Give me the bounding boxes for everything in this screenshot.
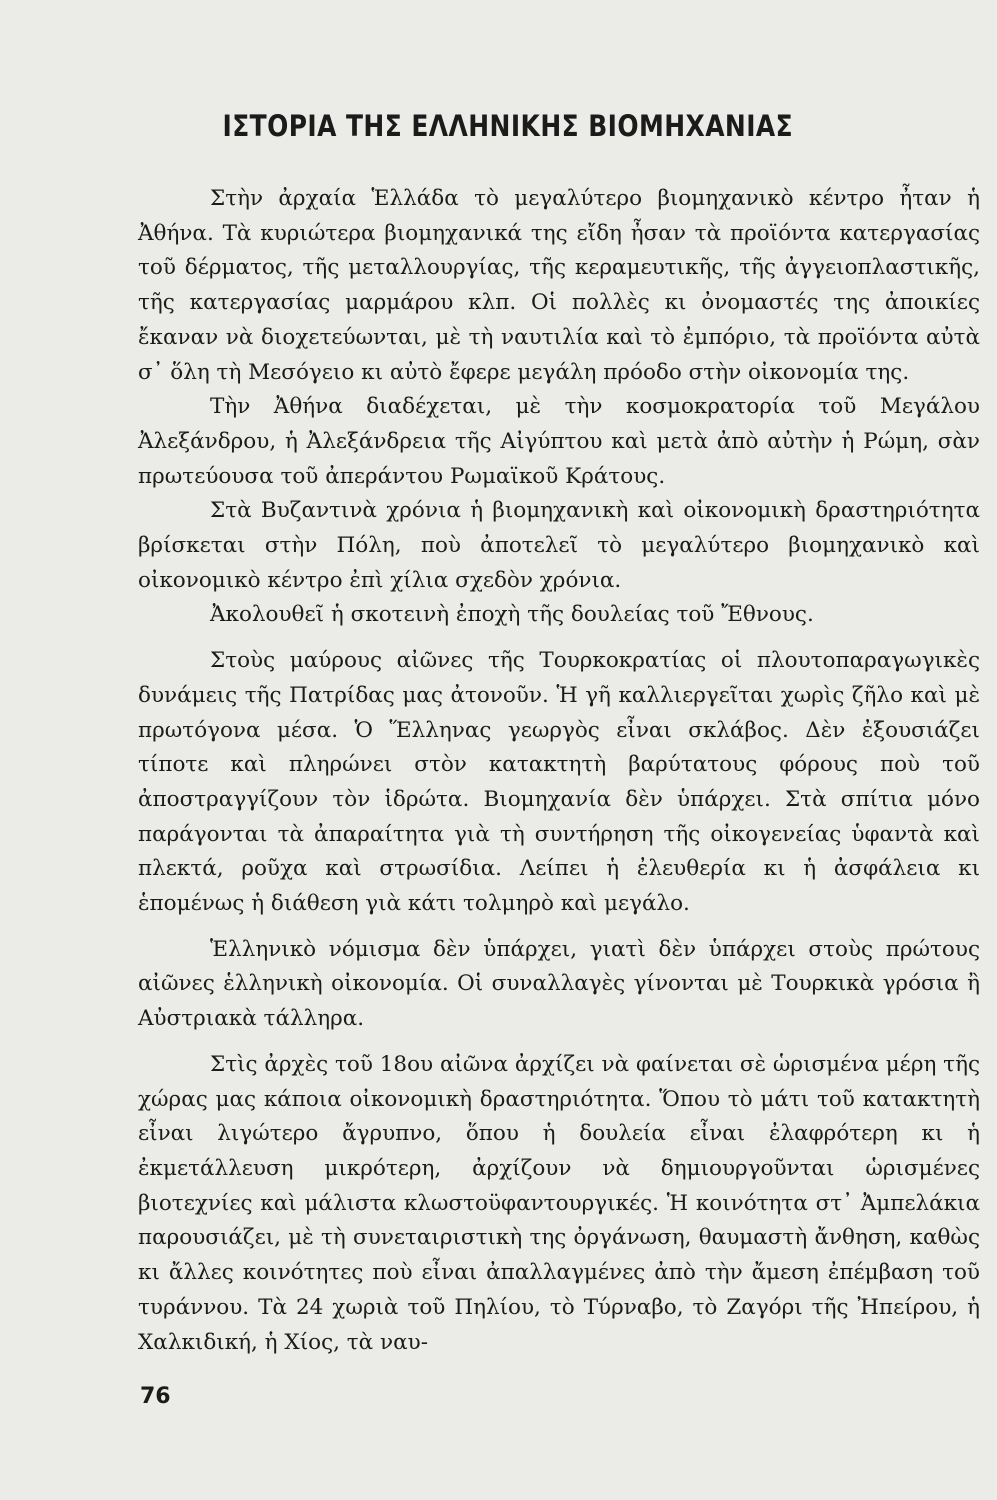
- page-title: ΙΣΤΟΡΙΑ ΤΗΣ ΕΛΛΗΝΙΚΗΣ ΒΙΟΜΗΧΑΝΙΑΣ: [222, 109, 794, 143]
- body-text: [138, 182, 980, 1360]
- page-number: 76: [140, 1384, 171, 1409]
- paragraph: Ἑλληνικὸ νόμισμα δὲν ὑπάρχει, γιατὶ δὲν ὑπάρχει στοὺς πρώτους αἰῶνες ἑλληνικὴ οἰκονομία. Οἱ συναλλαγὲς γίνονται μὲ Τουρκικὰ γρόσια ἢ Αὐστριακὰ τάλληρα.: [138, 936, 980, 1032]
- paragraph: Στὴν ἀρχαία Ἑλλάδα τὸ μεγαλύτερο βιομηχανικὸ κέντρο ἦταν ἡ Ἀθήνα. Τὰ κυριώτερα βιομηχανικά της εἴδη ἦσαν τὰ προϊόντα κατεργασίας τοῦ δέρματος, τῆς μεταλλουργίας, τῆς κεραμευτικῆς, τῆς ἀγγειοπλαστικῆς, τῆς κατεργασίας μαρμάρου κλπ. Οἱ πολλὲς κι ὀνομαστές της ἀποικίες ἔκαναν νὰ διοχετεύωνται, μὲ τὴ ναυτιλία καὶ τὸ ἐμπόριο, τὰ προϊόντα αὐτὰ σ᾿ ὅλη τὴ Μεσόγειο κι αὐτὸ ἔφερε μεγάλη πρόοδο στὴν οἰκονομία της.: [138, 186, 980, 385]
- paragraph: Στὰ Βυζαντινὰ χρόνια ἡ βιομηχανικὴ καὶ οἰκονομικὴ δραστηριότητα βρίσκεται στὴν Πόλη, ποὺ ἀποτελεῖ τὸ μεγαλύτερο βιομηχανικὸ καὶ οἰκονομικὸ κέντρο ἐπὶ χίλια σχεδὸν χρόνια.: [138, 498, 980, 593]
- paragraph: Ἀκολουθεῖ ἡ σκοτεινὴ ἐποχὴ τῆς δουλείας τοῦ Ἔθνους.: [210, 602, 814, 628]
- paragraph: Στὶς ἀρχὲς τοῦ 18ου αἰῶνα ἀρχίζει νὰ φαίνεται σὲ ὡρισμένα μέρη τῆς χώρας μας κάποια οἰκονομικὴ δραστηριότητα. Ὅπου τὸ μάτι τοῦ κατακτητὴ εἶναι λιγώτερο ἄγρυπνο, ὅπου ἡ δουλεία εἶναι ἐλαφρότερη κι ἡ ἐκμετάλλευση μικρότερη, ἀρχίζουν νὰ δημιουργοῦνται ὡρισμένες βιοτεχνίες καὶ μάλιστα κλωστοϋφαντουργικές. Ἡ κοινότητα στ᾿ Ἀμπελάκια παρουσιάζει, μὲ τὴ συνεταιριστικὴ της ὀργάνωση, θαυμαστὴ ἄνθηση, καθὼς κι ἄλλες κοινότητες ποὺ εἶναι ἀπαλλαγμένες ἀπὸ τὴν ἄμεση ἐπέμβαση τοῦ τυράννου. Τὰ 24 χωριὰ τοῦ Πηλίου, τὸ Τύρναβο, τὸ Ζαγόρι τῆς Ἠπείρου, ἡ Χαλκιδική, ἡ Χίος, τὰ ναυ-: [138, 1051, 980, 1355]
- paragraph: Στοὺς μαύρους αἰῶνες τῆς Τουρκοκρατίας οἱ πλουτοπαραγωγικὲς δυνάμεις τῆς Πατρίδας μας ἀτονοῦν. Ἡ γῆ καλλιεργεῖται χωρὶς ζῆλο καὶ μὲ πρωτόγονα μέσα. Ὁ Ἕλληνας γεωργὸς εἶναι σκλάβος. Δὲν ἐξουσιάζει τίποτε καὶ πληρώνει στὸν κατακτητὴ βαρύτατους φόρους ποὺ τοῦ ἀποστραγγίζουν τὸν ἱδρώτα. Βιομηχανία δὲν ὑπάρχει. Στὰ σπίτια μόνο παράγονται τὰ ἀπαραίτητα γιὰ τὴ συντήρηση τῆς οἰκογενείας ὑφαντὰ καὶ πλεκτά, ροῦχα καὶ στρωσίδια. Λείπει ἡ ἐλευθερία κι ἡ ἀσφάλεια κι ἑπομένως ἡ διάθεση γιὰ κάτι τολμηρὸ καὶ μεγάλο.: [138, 648, 980, 917]
- paragraph: Τὴν Ἀθήνα διαδέχεται, μὲ τὴν κοσμοκρατορία τοῦ Μεγάλου Ἀλεξάνδρου, ἡ Ἀλεξάνδρεια τῆς Αἰγύπτου καὶ μετὰ ἀπὸ αὐτὴν ἡ Ρώμη, σὰν πρωτεύουσα τοῦ ἀπεράντου Ρωμαϊκοῦ Κράτους.: [138, 394, 980, 489]
